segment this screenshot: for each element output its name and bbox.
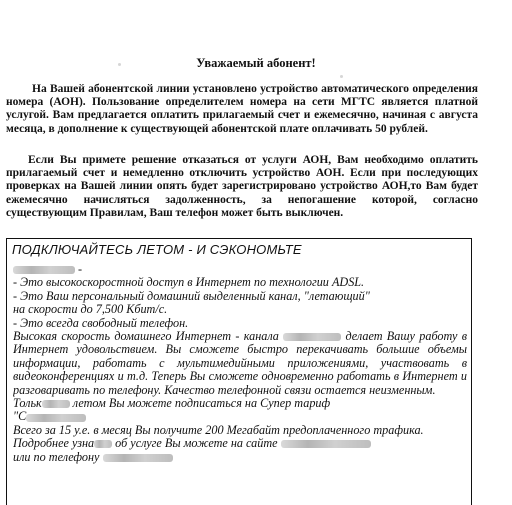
- ad-line-5: - Это всегда свободный телефон.: [13, 316, 189, 330]
- advertisement-heading: ПОДКЛЮЧАЙТЕСЬ ЛЕТОМ - И СЭКОНОМЬТЕ: [12, 242, 302, 257]
- ad-paragraph-3: Всего за 15 у.е. в месяц Вы получите 200 Мегабайт предоплаченного трафика.: [13, 423, 424, 437]
- redacted-smudge: [42, 400, 70, 408]
- scan-speck: [340, 75, 343, 78]
- ad-line-3: - Это Ваш персональный домашний выделенный канал, "летающий": [13, 289, 370, 303]
- ad-paragraph-5: или по телефону: [13, 451, 467, 464]
- redacted-smudge: [26, 414, 86, 422]
- redacted-smudge: [13, 266, 75, 274]
- redacted-smudge: [103, 454, 173, 462]
- ad-line-1: -: [13, 263, 467, 276]
- letter-paragraph-1: На Вашей абонентской линии установлено устройство автоматического определения номера (АОН). Пользование определителем номера на сети МГТС является платной услугой. Вам предлагается оплатить прилагаемый счет и ежемесячно, начиная с августа месяца, в дополнение к существующей абонентской плате оплачивать 50 рублей.: [6, 83, 478, 135]
- ad-paragraph-2-line-1: Тольк летом Вы можете подписаться на Супер тариф: [13, 396, 331, 410]
- letter-title: Уважаемый абонент!: [196, 56, 316, 70]
- ad-paragraph-4: Подробнее узна об услуге Вы можете на сайте: [13, 437, 467, 450]
- redacted-smudge: [94, 440, 112, 448]
- ad-paragraph-2-line-2: "С: [13, 410, 467, 423]
- ad-paragraph-1: Высокая скорость домашнего Интернет - канала делает Вашу работу в Интернет удовольствием. Вы сможете быстро перекачивать большие объемы информации, работать с мультимедийными приложениями, участвовать в видеоконференциях и т.д. Теперь Вы сможете одновременно работать в Интернет и разговаривать по телефону. Качество телефонной связи остается неизменным.: [13, 329, 467, 397]
- advertisement-box: [6, 238, 472, 505]
- redacted-smudge: [281, 440, 371, 448]
- ad-line-4: на скорости до 7,500 Кбит/с.: [13, 303, 168, 317]
- advertisement-body: [13, 263, 467, 464]
- ad-line-2: - Это высокоскоростной доступ в Интернет по технологии ADSL.: [13, 276, 365, 290]
- letter-paragraph-2: Если Вы примете решение отказаться от услуги АОН, Вам необходимо оплатить прилагаемый счет и немедленно отключить устройство АОН. Если при последующих проверках на Вашей линии опять будет зарегистрировано устройство АОН,то Вам будет ежемесячно начисляться задолженность, за непогашение которой, согласно существующим Правилам, Ваш телефон может быть выключен.: [6, 154, 478, 219]
- redacted-smudge: [283, 333, 341, 341]
